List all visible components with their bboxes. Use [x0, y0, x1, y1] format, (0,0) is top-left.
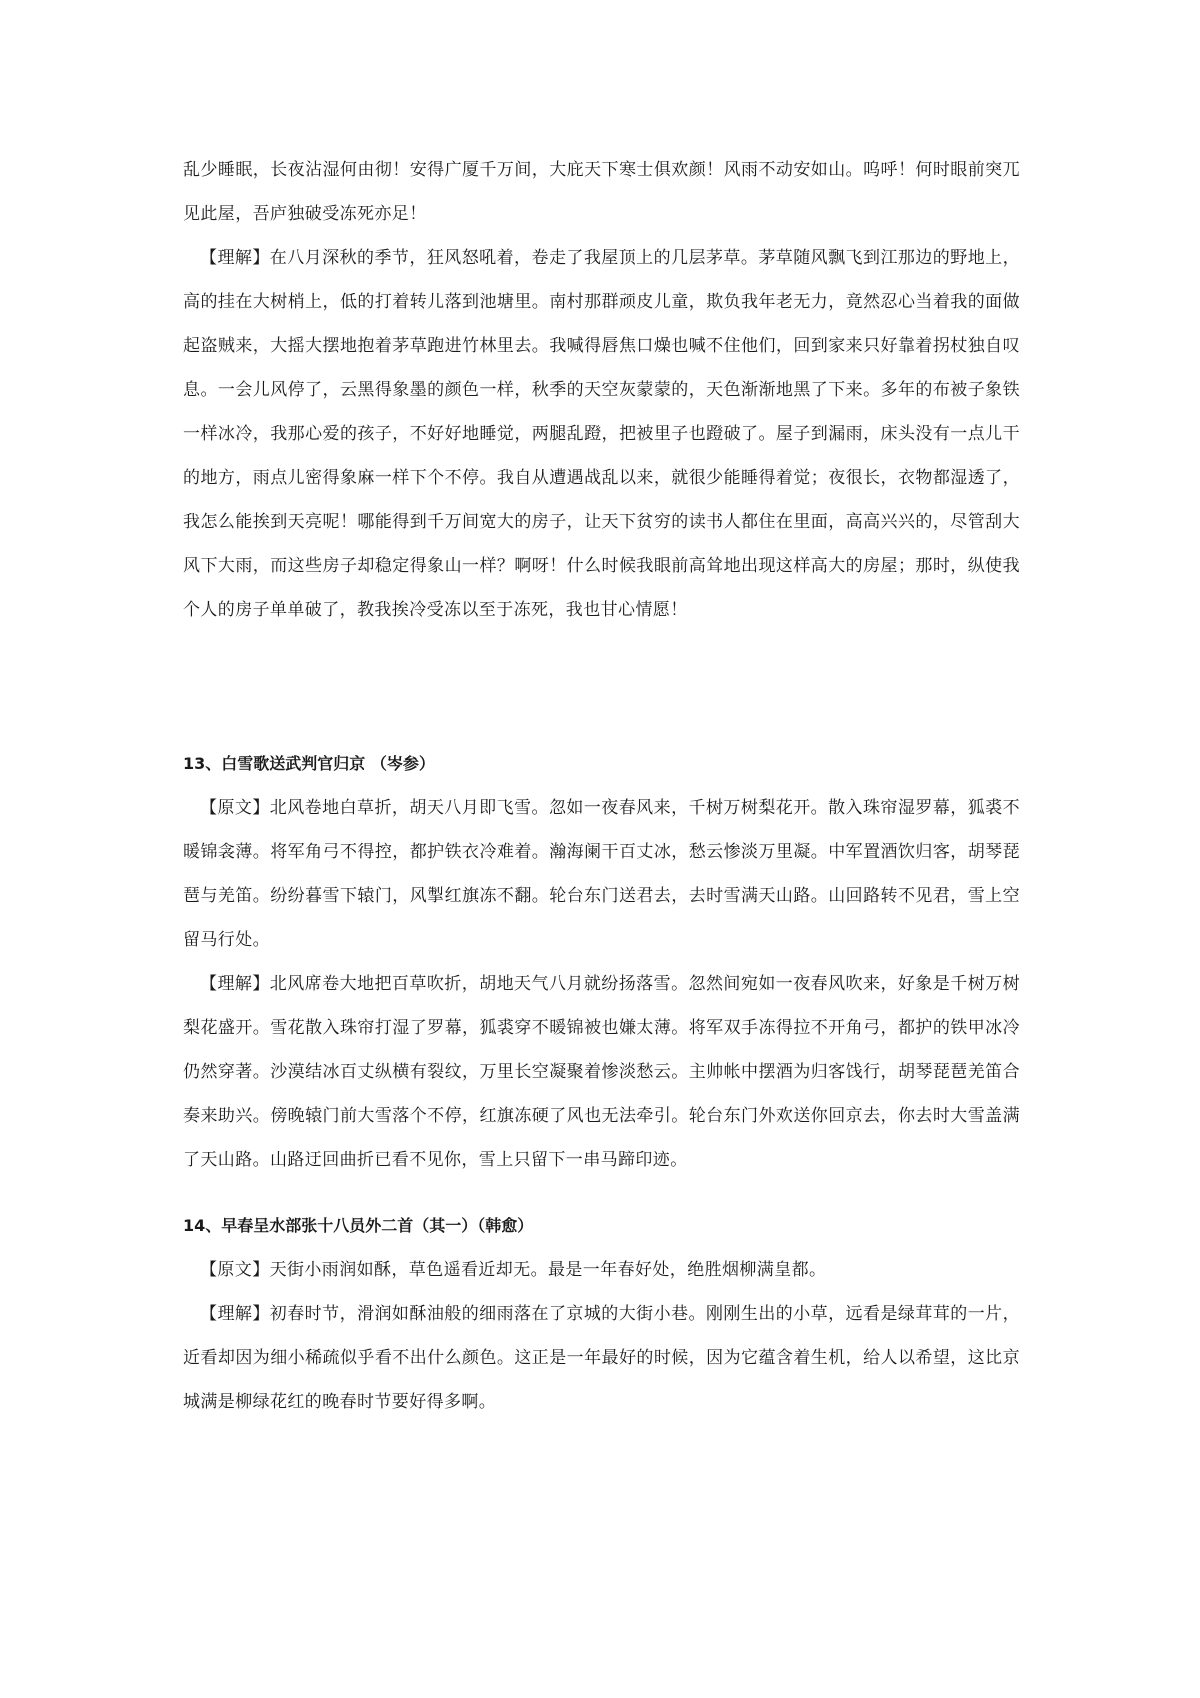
- section-13-original: 【原文】北风卷地白草折，胡天八月即飞雪。忽如一夜春风来，千树万树梨花开。散入珠帘湿罗幕，狐裘不暖锦衾薄。将军角弓不得控，都护铁衣冷难着。瀚海阑干百丈冰，愁云惨淡万里凝。中军置酒饮归客，胡琴琵琶与羌笛。纷纷暮雪下辕门，风掣红旗冻不翻。轮台东门送君去，去时雪满天山路。山回路转不见君，雪上空留马行处。: [183, 798, 1020, 950]
- section-14-understanding: 【理解】初春时节，滑润如酥油般的细雨落在了京城的大街小巷。刚刚生出的小草，远看是绿茸茸的一片，近看却因为细小稀疏似乎看不出什么颜色。这正是一年最好的时候，因为它蕴含着生机，给人以希望，这比京城满是柳绿花红的晚春时节要好得多啊。: [183, 1304, 1020, 1412]
- spacer: [183, 1182, 1020, 1204]
- section-12-understanding: 【理解】在八月深秋的季节，狂风怒吼着，卷走了我屋顶上的几层茅草。茅草随风飘飞到江那边的野地上，高的挂在大树梢上，低的打着转儿落到池塘里。南村那群顽皮儿童，欺负我年老无力，竟然忍心当着我的面做起盗贼来，大摇大摆地抱着茅草跑进竹林里去。我喊得唇焦口燥也喊不住他们，回到家来只好靠着拐杖独自叹息。一会儿风停了，云黑得象墨的颜色一样，秋季的天空灰蒙蒙的，天色渐渐地黑了下来。多年的布被子象铁一样冰冷，我那心爱的孩子，不好好地睡觉，两腿乱蹬，把被里子也蹬破了。屋子到漏雨，床头没有一点儿干的地方，雨点儿密得象麻一样下个不停。我自从遭遇战乱以来，就很少能睡得着觉；夜很长，衣物都湿透了，我怎么能挨到天亮呢！哪能得到千万间宽大的房子，让天下贫穷的读书人都住在里面，高高兴兴的，尽管刮大风下大雨，而这些房子却稳定得象山一样？啊呀！什么时候我眼前高耸地出现这样高大的房屋；那时，纵使我个人的房子单单破了，教我挨冷受冻以至于冻死，我也甘心情愿！: [183, 248, 1020, 620]
- spacer: [183, 632, 1020, 742]
- section-12-original-tail: 乱少睡眠，长夜沾湿何由彻！安得广厦千万间，大庇天下寒士俱欢颜！风雨不动安如山。呜呼！何时眼前突兀见此屋，吾庐独破受冻死亦足！: [183, 160, 1020, 224]
- document-page: [183, 148, 1020, 1424]
- section-14-heading: 14、早春呈水部张十八员外二首（其一）（韩愈）: [183, 1216, 534, 1235]
- section-13-heading: 13、白雪歌送武判官归京 （岑参）: [183, 754, 435, 773]
- section-13-understanding: 【理解】北风席卷大地把百草吹折，胡地天气八月就纷扬落雪。忽然间宛如一夜春风吹来，好象是千树万树梨花盛开。雪花散入珠帘打湿了罗幕，狐裘穿不暖锦被也嫌太薄。将军双手冻得拉不开角弓，都护的铁甲冰冷仍然穿著。沙漠结冰百丈纵横有裂纹，万里长空凝聚着惨淡愁云。主帅帐中摆酒为归客饯行，胡琴琵琶羌笛合奏来助兴。傍晚辕门前大雪落个不停，红旗冻硬了风也无法牵引。轮台东门外欢送你回京去，你去时大雪盖满了天山路。山路迂回曲折已看不见你，雪上只留下一串马蹄印迹。: [183, 974, 1020, 1170]
- section-14-original: 【原文】天街小雨润如酥，草色遥看近却无。最是一年春好处，绝胜烟柳满皇都。: [200, 1260, 827, 1280]
